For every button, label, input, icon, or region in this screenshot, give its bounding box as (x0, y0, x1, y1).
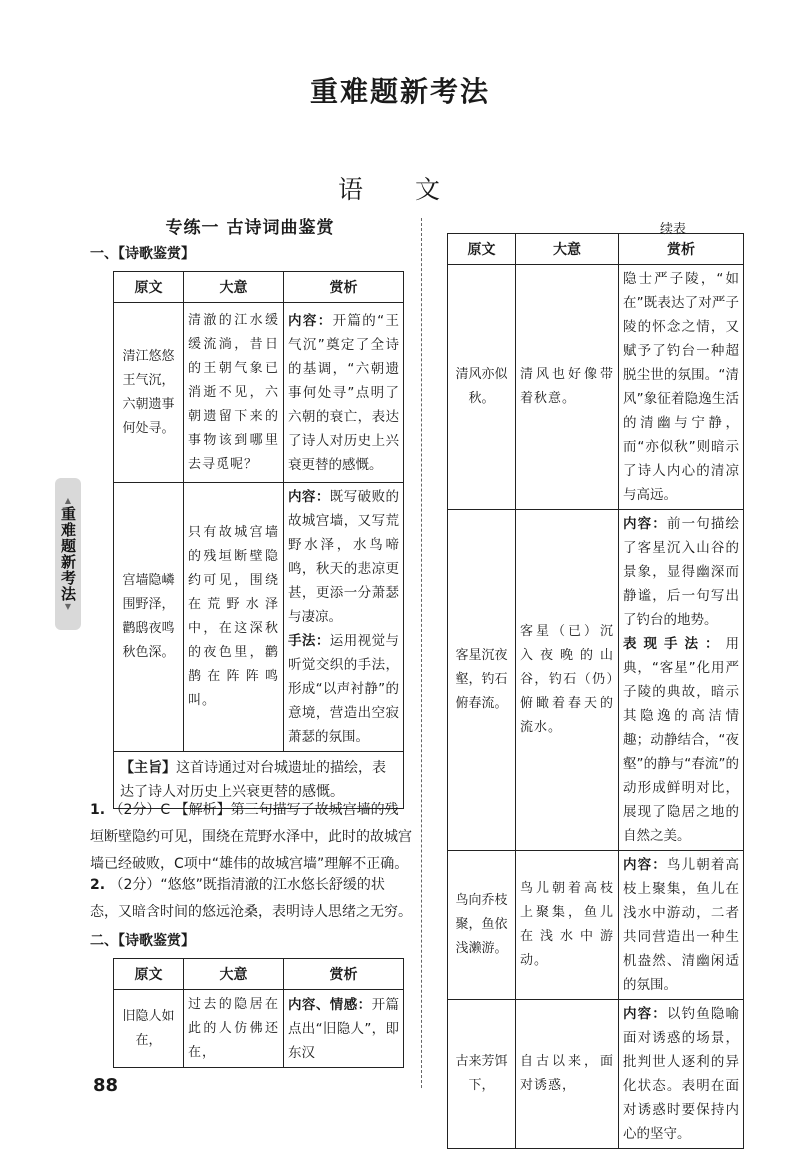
page-number: 88 (93, 1075, 119, 1096)
cell-meaning: 清风也好像带着秋意。 (516, 265, 619, 510)
cell-analysis: 内容：既写破败的故城宫墙，又写荒野水泽，水鸟啼鸣，秋天的悲凉更甚，更添一分萧瑟与凄凉。 手法：运用视觉与听觉交织的手法，形成“以声衬静”的意境，营造出空寂萧瑟的氛围。 (284, 483, 404, 752)
cell-meaning: 鸟儿朝着高枝上聚集，鱼儿在浅水中游动。 (516, 851, 619, 1000)
col-header-meaning: 大意 (516, 234, 619, 265)
table-row (114, 303, 404, 483)
cell-original: 客星沉夜壑，钓石俯春流。 (448, 510, 516, 851)
table-row (114, 483, 404, 752)
col-header-meaning: 大意 (184, 272, 284, 303)
up-arrow-icon: ▲ (64, 496, 72, 505)
subject-heading: 语 文 (338, 175, 462, 204)
table-row (114, 990, 404, 1068)
cell-meaning: 清澈的江水缓缓流淌，昔日的王朝气象已消逝不见，六朝遗留下来的事物该到哪里去寻觅呢？ (184, 303, 284, 483)
cell-original: 宫墙隐嶙围野泽，鹳鸱夜鸣秋色深。 (114, 483, 184, 752)
cell-meaning: 客星（已）沉入夜晚的山谷，钓石（仍）俯瞰着春天的流水。 (516, 510, 619, 851)
table-row (448, 265, 744, 510)
column-divider (421, 218, 422, 1088)
cell-original: 清风亦似秋。 (448, 265, 516, 510)
cell-analysis: 隐士严子陵，“如在”既表达了对严子陵的怀念之情，又赋予了钓台一种超脱尘世的氛围。“清风”象征着隐逸生活的清幽与宁静，而“亦似秋”则暗示了诗人内心的清凉与高远。 (619, 265, 744, 510)
col-header-analysis: 赏析 (619, 234, 744, 265)
table-header-row (114, 272, 404, 303)
poem-table-1 (113, 271, 404, 809)
cell-meaning: 过去的隐居在此的人仿佛还在， (184, 990, 284, 1068)
table-row (448, 851, 744, 1000)
table-header-row (114, 959, 404, 990)
side-tab-text: 重难题新考法 (59, 506, 77, 602)
col-header-original: 原文 (114, 959, 184, 990)
continued-label: 续表 (660, 222, 687, 237)
answer-1: 1. （2分）C 【解析】第三句描写了故城宫墙的残垣断壁隐约可见，围绕在荒野水泽中，此时的故城宫墙已经破败，C项中“雄伟的故城宫墙”理解不正确。 (90, 802, 412, 872)
poem-table-2 (113, 958, 404, 1068)
poem-table-continued (447, 233, 744, 1149)
cell-original: 旧隐人如在， (114, 990, 184, 1068)
col-header-original: 原文 (114, 272, 184, 303)
cell-original: 古来芳饵下， (448, 1000, 516, 1149)
col-header-meaning: 大意 (184, 959, 284, 990)
cell-analysis: 内容：开篇的“王气沉”奠定了全诗的基调，“六朝遗事何处寻”点明了六朝的衰亡，表达了诗人对历史上兴衰更替的感慨。 (284, 303, 404, 483)
page-title: 重难题新考法 (309, 75, 490, 108)
section-heading-1: 一、【诗歌鉴赏】 (90, 246, 195, 262)
cell-meaning: 只有故城宫墙的残垣断壁隐约可见，围绕在荒野水泽中，在这深秋的夜色里，鹳鹊在阵阵鸣叫。 (184, 483, 284, 752)
side-tab (55, 478, 81, 630)
down-arrow-icon: ▼ (64, 602, 72, 611)
section-heading-2: 二、【诗歌鉴赏】 (90, 933, 195, 949)
table-header-row (448, 234, 744, 265)
table-row (448, 510, 744, 851)
col-header-original: 原文 (448, 234, 516, 265)
cell-meaning: 自古以来，面对诱惑， (516, 1000, 619, 1149)
table-row (448, 1000, 744, 1149)
col-header-analysis: 赏析 (284, 959, 404, 990)
cell-analysis: 内容、情感：开篇点出“旧隐人”，即东汉 (284, 990, 404, 1068)
answer-2: 2. （2分）“悠悠”既指清澈的江水悠长舒缓的状态，又暗含时间的悠远沧桑，表明诗人思绪之无穷。 (90, 877, 412, 920)
col-header-analysis: 赏析 (284, 272, 404, 303)
cell-analysis: 内容：以钓鱼隐喻面对诱惑的场景，批判世人逐利的异化状态。表明在面对诱惑时要保持内心的坚守。 (619, 1000, 744, 1149)
exercise-title: 专练一 古诗词曲鉴赏 (165, 218, 335, 238)
cell-original: 清江悠悠王气沉，六朝遗事何处寻。 (114, 303, 184, 483)
cell-analysis: 内容：前一句描绘了客星沉入山谷的景象，显得幽深而静谧，后一句写出了钓台的地势。 表现手法：用典，“客星”化用严子陵的典故，暗示其隐逸的高洁情趣；动静结合，“夜壑”的静与“春流”的动形成鲜明对比，展现了隐居之地的自然之美。 (619, 510, 744, 851)
theme-cell: 【主旨】这首诗通过对台城遗址的描绘，表达了诗人对历史上兴衰更替的感慨。 (114, 752, 404, 809)
cell-analysis: 内容：鸟儿朝着高枝上聚集，鱼儿在浅水中游动，二者共同营造出一种生机盎然、清幽闲适的氛围。 (619, 851, 744, 1000)
cell-original: 鸟向乔枝聚，鱼依浅濑游。 (448, 851, 516, 1000)
